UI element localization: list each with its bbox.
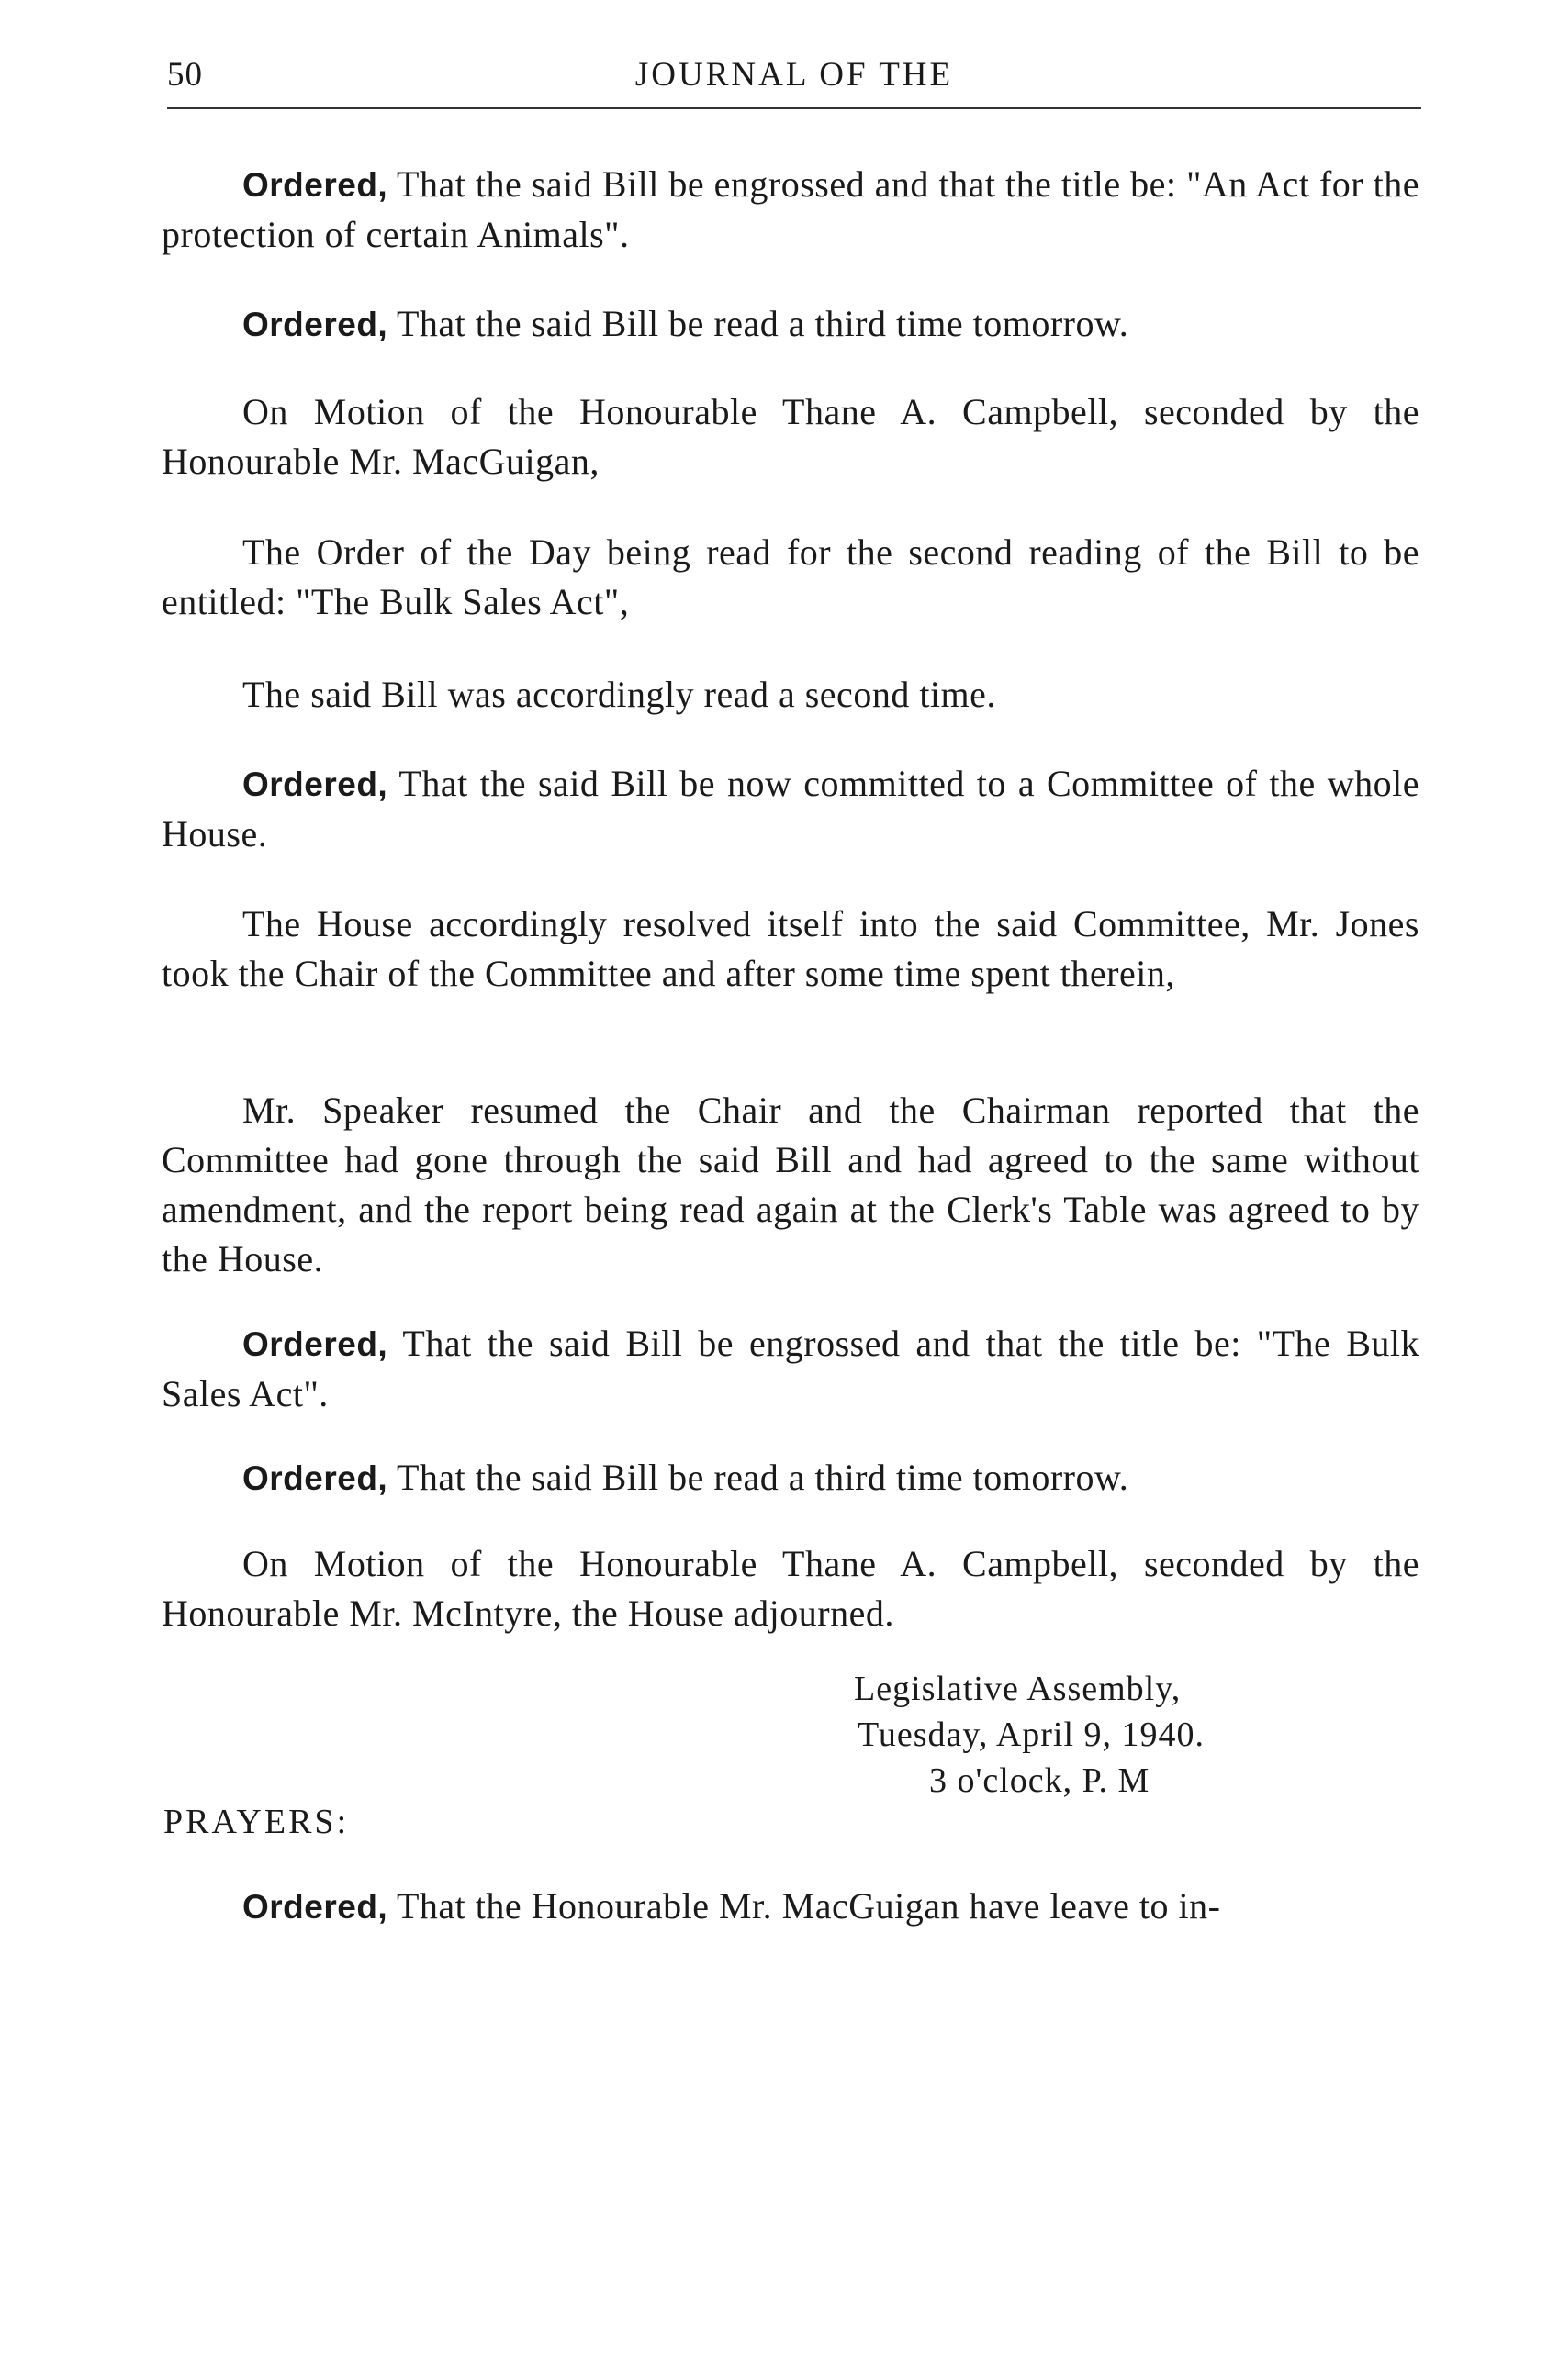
paragraph-ordered-third-reading-2 (162, 1453, 1419, 1503)
paragraph-text: That the Honourable Mr. MacGuigan have leave to in- (387, 1885, 1221, 1927)
paragraph-text: The said Bill was accordingly read a second time. (242, 674, 996, 715)
paragraph-second-reading (162, 670, 1419, 720)
paragraph-ordered-leave (162, 1882, 1419, 1932)
page-number: 50 (167, 56, 203, 94)
dateline (854, 1666, 1205, 1804)
dateline-time: 3 o'clock, P. M (929, 1761, 1150, 1800)
paragraph-text: That the said Bill be now committed to a Committee of the whole House. (162, 763, 1419, 855)
paragraph-text: That the said Bill be engrossed and that the title be: "The Bulk Sales Act". (162, 1323, 1419, 1414)
paragraph-lead: Ordered, (242, 1325, 388, 1363)
paragraph-text: The Order of the Day being read for the second reading of the Bill to be entitled: "The Bulk Sales Act", (162, 531, 1419, 622)
paragraph-ordered-third-reading (162, 299, 1419, 350)
paragraph-ordered-engross-animals (162, 160, 1419, 260)
paragraph-lead: Ordered, (242, 1459, 388, 1497)
paragraph-text: On Motion of the Honourable Thane A. Campbell, seconded by the Honourable Mr. McIntyre, the House adjourned. (162, 1543, 1419, 1634)
paragraph-lead: Ordered, (242, 765, 388, 803)
paragraph-order-of-the-day (162, 528, 1419, 627)
paragraph-motion-adjourned (162, 1539, 1419, 1638)
paragraph-motion-campbell (162, 387, 1419, 486)
paragraph-ordered-engross-bulk-sales (162, 1319, 1419, 1419)
dateline-date: Tuesday, April 9, 1940. (858, 1715, 1206, 1754)
paragraph-text: That the said Bill be read a third time tomorrow. (387, 303, 1129, 344)
paragraph-text: Mr. Speaker resumed the Chair and the Chairman reported that the Committee had gone through the said Bill and had agreed to the same without amendment, and the report being read again at the Clerk's Table was agreed to by the House. (162, 1089, 1419, 1279)
dateline-assembly: Legislative Assembly, (854, 1670, 1182, 1708)
prayers-heading: PRAYERS: (163, 1803, 350, 1841)
paragraph-lead: Ordered, (242, 166, 388, 204)
paragraph-text: On Motion of the Honourable Thane A. Campbell, seconded by the Honourable Mr. MacGuigan, (162, 391, 1419, 482)
page-header (167, 48, 1421, 103)
paragraph-speaker-resumed (162, 1086, 1419, 1284)
paragraph-lead: Ordered, (242, 306, 388, 343)
paragraph-text: That the said Bill be read a third time tomorrow. (387, 1457, 1129, 1498)
paragraph-house-resolved (162, 899, 1419, 999)
paragraph-ordered-committed (162, 759, 1419, 859)
paragraph-text: The House accordingly resolved itself into the said Committee, Mr. Jones took the Chair of the Committee and after some time spent therein, (162, 903, 1419, 994)
running-head: JOURNAL OF THE (634, 56, 954, 94)
paragraph-text: That the said Bill be engrossed and that the title be: "An Act for the protection of certain Animals". (162, 163, 1419, 255)
header-rule (167, 107, 1421, 109)
paragraph-lead: Ordered, (242, 1888, 388, 1926)
